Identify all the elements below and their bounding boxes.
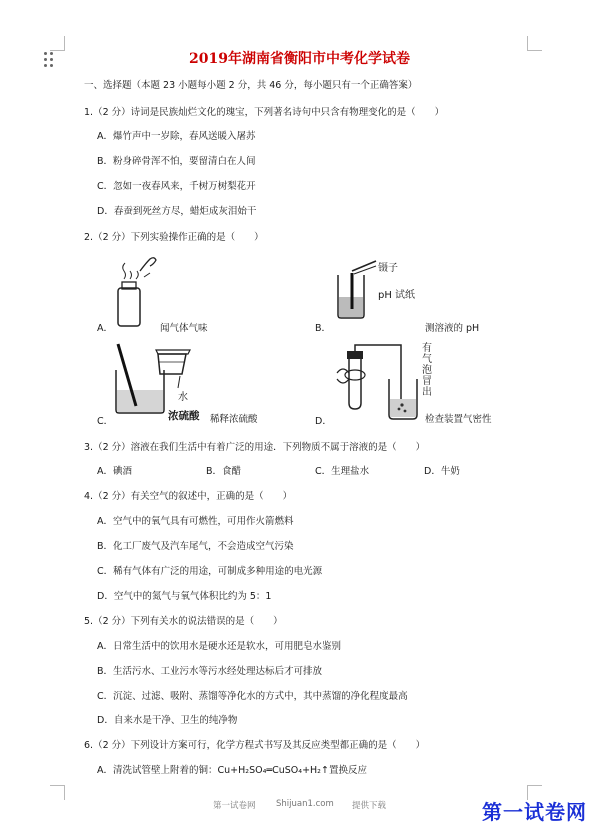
watermark-logo: 第一试卷网	[482, 800, 587, 824]
q3-option-c: C．生理盐水	[315, 466, 370, 477]
q3-option-b: B．食醋	[206, 466, 242, 477]
figure-airtightness	[335, 343, 420, 421]
q4-option-a: A．空气中的氧气具有可燃性，可用作火箭燃料	[97, 516, 294, 527]
q1-option-b: B．粉身碎骨浑不怕，要留清白在人间	[97, 156, 256, 167]
footer-download: 提供下载	[352, 801, 387, 811]
bubbles-char-4: 冒	[422, 376, 432, 387]
tweezers-label: 镊子	[378, 263, 398, 274]
q3-option-a: A．碘酒	[97, 466, 132, 477]
footer-site-url[interactable]: Shijuan1.com	[276, 799, 334, 809]
q1-option-a: A．爆竹声中一岁除，春风送暖入屠苏	[97, 131, 256, 142]
q2-option-d-letter: D．	[315, 416, 332, 427]
bubbles-char-5: 出	[422, 387, 432, 398]
figure-ph-test	[330, 257, 380, 319]
q5-option-b: B．生活污水、工业污水等污水经处理达标后才可排放	[97, 666, 323, 677]
crop-mark-bottom-left	[50, 785, 65, 800]
q5-option-a: A．日常生活中的饮用水是硬水还是软水，可用肥皂水鉴别	[97, 641, 341, 652]
q2-option-c-text: 稀释浓硫酸	[210, 414, 258, 425]
q4-option-d: D．空气中的氮气与氧气体积比约为 5：1	[97, 591, 272, 602]
footer-site-name: 第一试卷网	[213, 801, 256, 811]
section-heading: 一、选择题（本题 23 小题每小题 2 分，共 46 分，每小题只有一个正确答案）	[84, 80, 418, 91]
q2-option-b-text: 测溶液的 pH	[425, 323, 480, 334]
figure-dilute-acid	[110, 342, 200, 414]
bubbles-char-2: 气	[422, 354, 432, 365]
q3-option-d: D．牛奶	[424, 466, 460, 477]
bubbles-char-3: 泡	[422, 365, 432, 376]
bubbles-char-1: 有	[422, 343, 432, 354]
document-title: 2019年湖南省衡阳市中考化学试卷	[189, 51, 410, 67]
q1-option-c: C．忽如一夜春风来，千树万树梨花开	[97, 181, 256, 192]
q4-stem: 4.（2 分）有关空气的叙述中，正确的是（ ）	[84, 491, 293, 502]
q5-option-c: C．沉淀、过滤、吸附、蒸馏等净化水的方式中，其中蒸馏的净化程度最高	[97, 691, 408, 702]
q1-stem: 1.（2 分）诗词是民族灿烂文化的瑰宝，下列著名诗句中只含有物理变化的是（ ）	[84, 107, 445, 118]
q2-option-b-letter: B．	[315, 323, 332, 334]
q2-option-c-letter: C．	[97, 416, 114, 427]
q2-option-a-letter: A．	[97, 323, 113, 334]
q3-stem: 3.（2 分）溶液在我们生活中有着广泛的用途．下列物质不属于溶液的是（ ）	[84, 442, 426, 453]
figure-smell-gas	[110, 255, 160, 330]
q6-option-a: A．清洗试管壁上附着的铜：Cu+H₂SO₄═CuSO₄+H₂↑置换反应	[97, 765, 367, 776]
q4-option-c: C．稀有气体有广泛的用途，可制成多种用途的电光源	[97, 566, 323, 577]
q6-stem: 6.（2 分）下列设计方案可行，化学方程式书写及其反应类型都正确的是（ ）	[84, 740, 426, 751]
ph-paper-label: pH 试纸	[378, 290, 416, 301]
q5-option-d: D．自来水是干净、卫生的纯净物	[97, 715, 238, 726]
q1-option-d: D．春蚕到死丝方尽，蜡炬成灰泪始干	[97, 206, 257, 217]
q2-stem: 2.（2 分）下列实验操作正确的是（ ）	[84, 232, 264, 243]
acid-label: 浓硫酸	[168, 410, 200, 422]
q5-stem: 5.（2 分）下列有关水的说法错误的是（ ）	[84, 616, 283, 627]
q4-option-b: B．化工厂废气及汽车尾气，不会造成空气污染	[97, 541, 294, 552]
q2-option-d-text: 检查装置气密性	[425, 414, 492, 425]
water-label: 水	[178, 392, 188, 403]
q2-option-a-text: 闻气体气味	[160, 323, 208, 334]
bubbles-label	[422, 343, 434, 398]
